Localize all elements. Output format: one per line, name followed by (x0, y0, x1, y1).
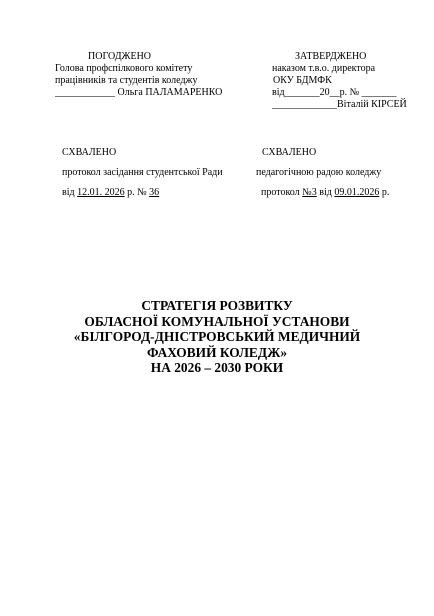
agreed-signature-line: ____________ Ольга ПАЛАМАРЕНКО (55, 87, 223, 98)
title-line-4: ФАХОВИЙ КОЛЕДЖ» (146, 344, 288, 360)
pedagogical-council-number: №3 (302, 187, 317, 198)
title-line-5: НА 2026 – 2030 РОКИ (150, 360, 284, 375)
agreed-position: Голова профспілкового комітету (55, 63, 193, 74)
approved-header: ЗАТВЕРДЖЕНО (295, 51, 367, 62)
agreed-block (55, 51, 222, 99)
pedagogical-council-date: 09.01.2026 (334, 187, 380, 198)
agreed-header: ПОГОДЖЕНО (88, 51, 152, 62)
approved-date-number: від_______20__р. № _______ (272, 87, 397, 98)
pedagogical-council-protocol (256, 187, 389, 199)
pedagogical-council-date-suffix: р. (379, 187, 390, 198)
approved-institution: ОКУ БДМФК (273, 75, 332, 86)
approved-block (272, 51, 407, 111)
document-title (0, 298, 434, 376)
student-council-date-number (62, 187, 223, 199)
title-line-1: СТРАТЕГІЯ РОЗВИТКУ (141, 298, 293, 313)
student-council-number-prefix: р. № (124, 187, 150, 198)
student-council-date-prefix: від (62, 187, 78, 198)
approved-signature-line: _____________Віталій КІРСЕЙ (272, 99, 407, 110)
pedagogical-council-protocol-prefix: протокол (261, 187, 303, 198)
pedagogical-council-date-prefix: від (316, 187, 335, 198)
student-council-number: 36 (149, 187, 160, 198)
approved-order: наказом т.в.о. директора (272, 63, 376, 74)
student-council-protocol: протокол засідання студентської Ради (62, 167, 223, 178)
pedagogical-council-approval (256, 147, 389, 199)
student-council-date: 12.01. 2026 (77, 187, 125, 198)
student-council-approval (62, 147, 223, 199)
student-council-header: СХВАЛЕНО (62, 147, 117, 158)
pedagogical-council-body: педагогічною радою коледжу (256, 167, 382, 178)
agreed-position-cont: працівників та студентів коледжу (55, 75, 198, 86)
pedagogical-council-header: СХВАЛЕНО (262, 147, 317, 158)
title-line-3: «БІЛГОРОД-ДНІСТРОВСЬКИЙ МЕДИЧНИЙ (73, 329, 361, 344)
title-line-2: ОБЛАСНОЇ КОМУНАЛЬНОЇ УСТАНОВИ (84, 313, 350, 329)
